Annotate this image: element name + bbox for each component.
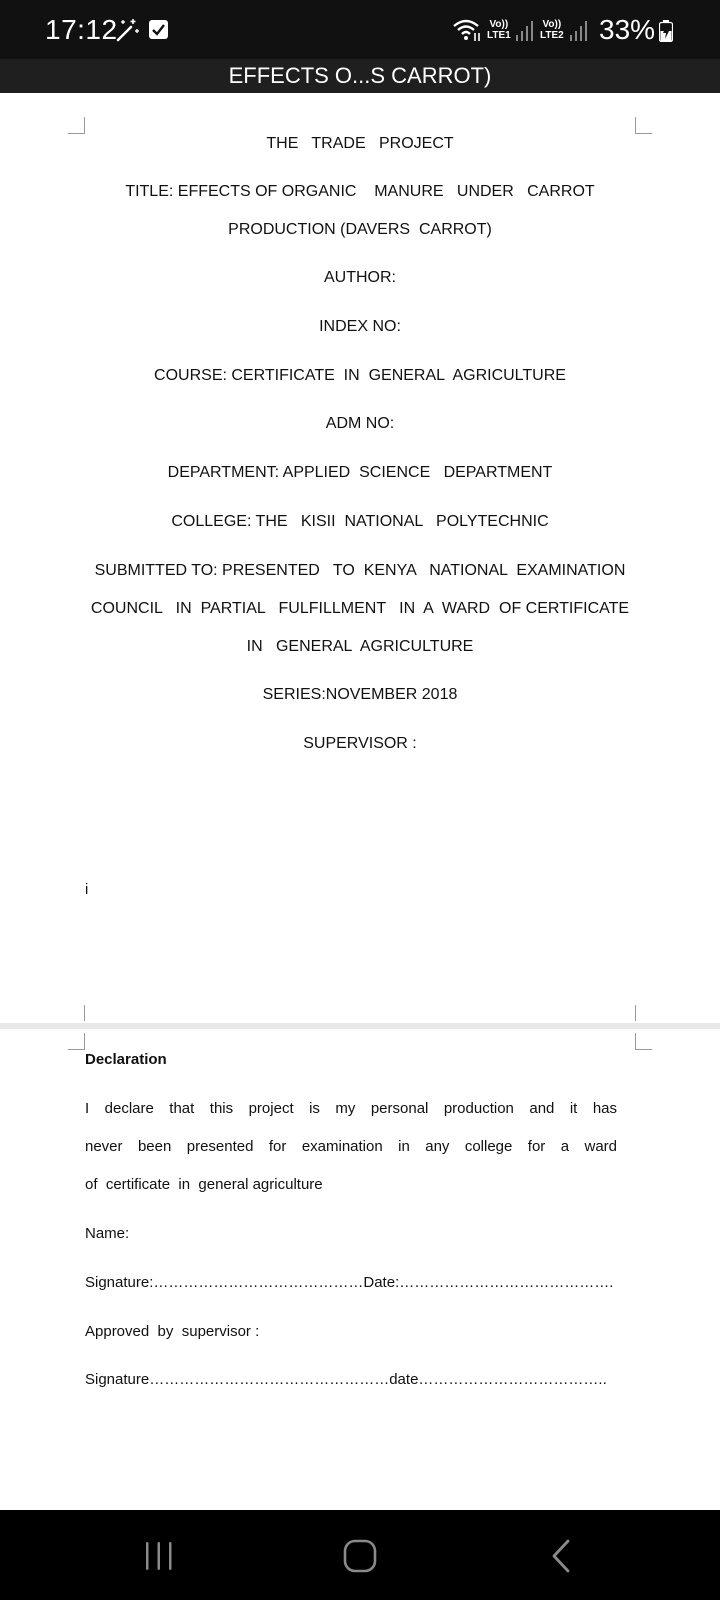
document-title-bar[interactable]	[0, 59, 720, 93]
magic-wand-icon	[114, 17, 140, 43]
department-line: DEPARTMENT: APPLIED SCIENCE DEPARTMENT	[167, 464, 553, 481]
status-time: 17:12	[45, 14, 118, 45]
wifi-icon	[452, 18, 482, 42]
navigation-bar	[0, 1510, 720, 1600]
title-line-2: PRODUCTION (DAVERS CARROT)	[228, 221, 492, 238]
index-line: INDEX NO:	[319, 318, 401, 335]
supervisor-line: SUPERVISOR :	[303, 735, 417, 752]
declaration-heading: Declaration	[85, 1051, 167, 1068]
recent-apps-icon[interactable]	[141, 1538, 177, 1574]
signature-date-line-2: Signature…………………………………………date………………………………..	[85, 1371, 607, 1388]
signal-icon	[569, 20, 589, 42]
author-line: AUTHOR:	[324, 269, 396, 286]
submitted-line-3: IN GENERAL AGRICULTURE	[246, 638, 474, 655]
approved-label: Approved by supervisor :	[85, 1323, 260, 1340]
crop-mark	[68, 117, 85, 134]
project-heading: THE TRADE PROJECT	[266, 135, 454, 152]
declaration-line-3: of certificate in general agriculture	[85, 1176, 323, 1193]
battery-charging-icon	[659, 20, 673, 42]
battery-percent: 33%	[599, 14, 656, 45]
adm-line: ADM NO:	[325, 415, 395, 432]
crop-mark	[635, 117, 652, 134]
lte2-indicator	[540, 19, 564, 41]
crop-mark	[635, 1005, 652, 1021]
lte1-voice-label: Vo))	[489, 19, 509, 30]
series-line: SERIES:NOVEMBER 2018	[262, 686, 458, 703]
course-line: COURSE: CERTIFICATE IN GENERAL AGRICULTURE	[154, 367, 566, 384]
signature-date-line-1: Signature:……………………………………Date:…………………………………….	[85, 1274, 614, 1291]
checkbox-icon	[149, 20, 168, 39]
submitted-line-1: SUBMITTED TO: PRESENTED TO KENYA NATIONAL EXAMINATION	[94, 562, 626, 579]
lte1-indicator	[487, 19, 511, 41]
college-line: COLLEGE: THE KISII NATIONAL POLYTECHNIC	[171, 513, 549, 530]
home-icon[interactable]	[342, 1538, 378, 1574]
document-page-2	[0, 1029, 720, 1510]
submitted-line-2: COUNCIL IN PARTIAL FULFILLMENT IN A WARD OF CERTIFICATE	[90, 600, 630, 617]
lte2-label: LTE2	[540, 30, 564, 41]
name-label: Name:	[85, 1225, 130, 1242]
status-bar	[0, 0, 720, 59]
signal-icon	[515, 20, 535, 42]
page-number: i	[85, 881, 89, 898]
crop-mark	[68, 1005, 85, 1021]
title-line-1: TITLE: EFFECTS OF ORGANIC MANURE UNDER CARROT	[125, 183, 595, 200]
crop-mark	[68, 1033, 85, 1050]
document-page-1	[0, 93, 720, 1023]
document-title: EFFECTS O...S CARROT)	[228, 63, 492, 88]
lte2-voice-label: Vo))	[542, 19, 562, 30]
crop-mark	[635, 1033, 652, 1050]
declaration-line-2: never been presented for examination in any college for a ward	[85, 1138, 617, 1155]
back-icon[interactable]	[546, 1538, 582, 1574]
document-view[interactable]	[0, 93, 720, 1510]
lte1-label: LTE1	[487, 30, 511, 41]
declaration-line-1: I declare that this project is my personal production and it has	[85, 1100, 617, 1117]
